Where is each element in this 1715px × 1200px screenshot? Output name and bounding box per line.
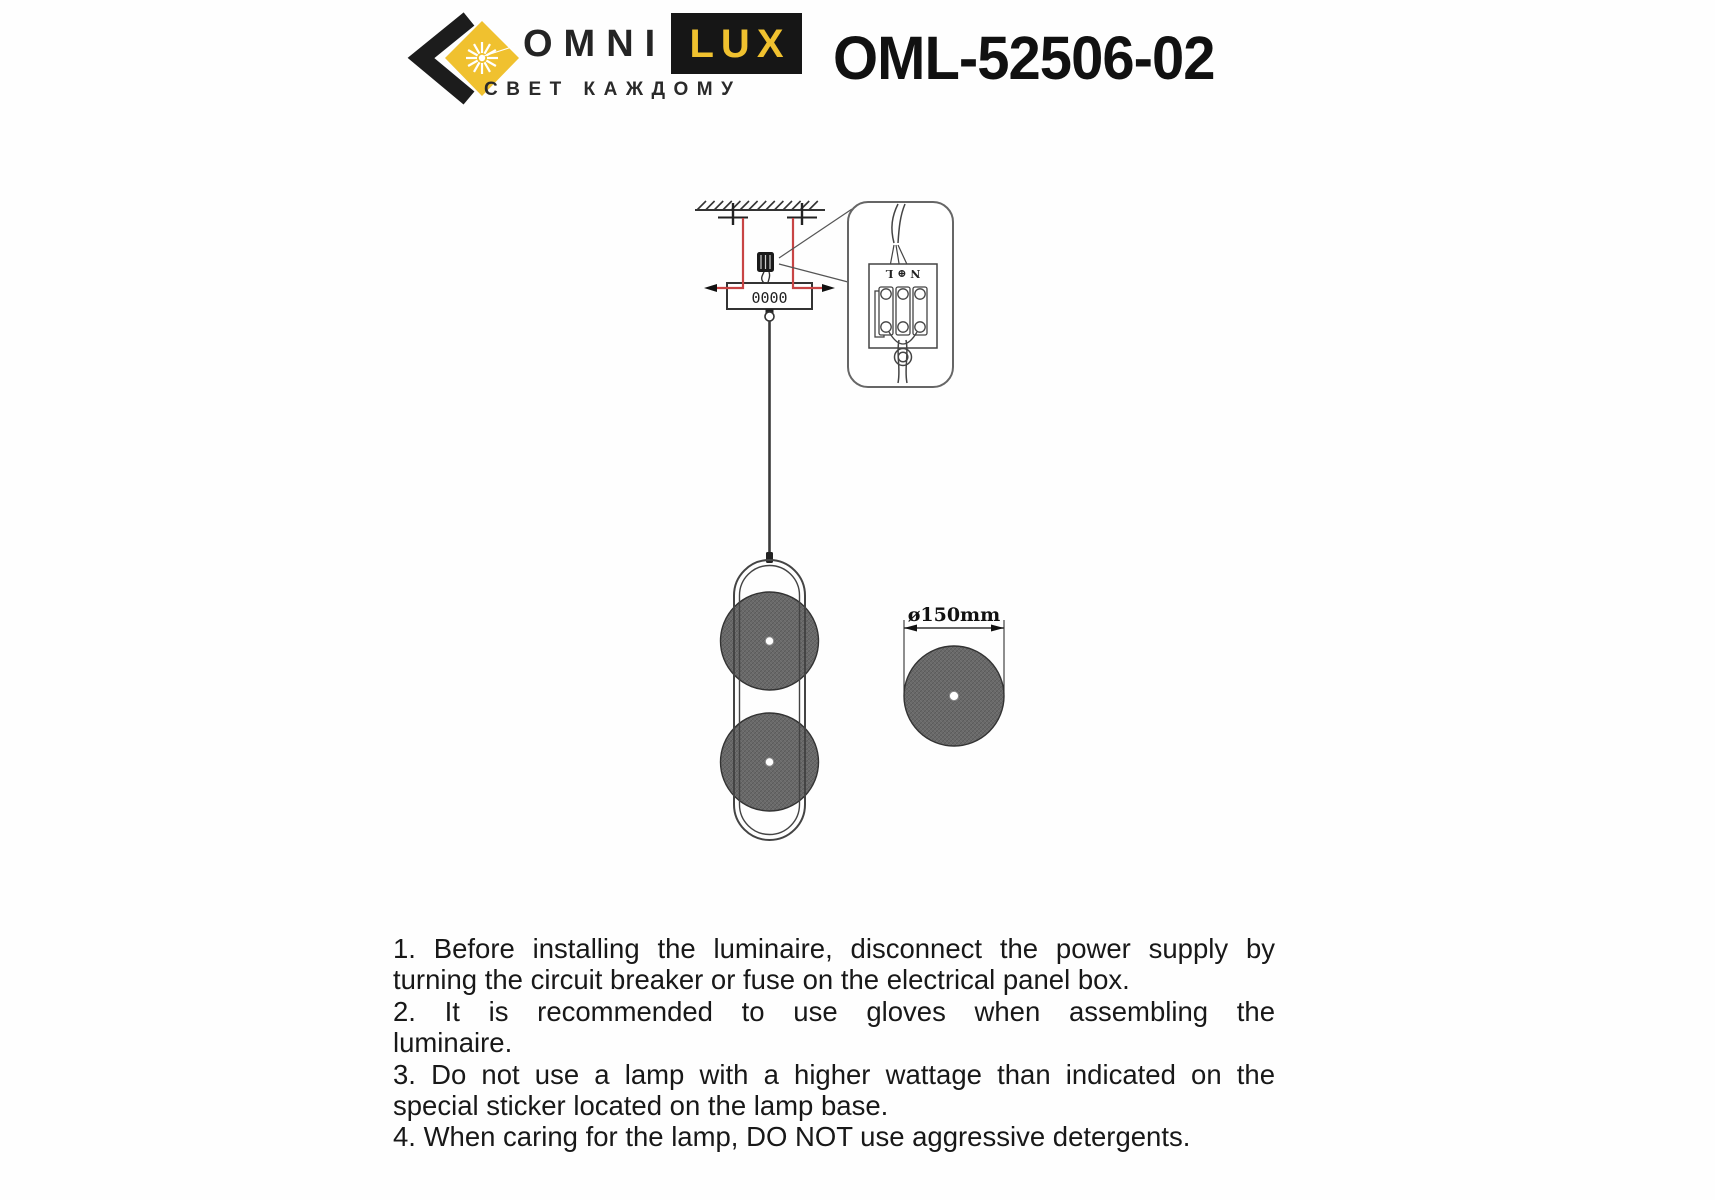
instruction-line: luminaire.	[393, 1027, 513, 1059]
ceiling-hatching	[697, 201, 818, 210]
arrow-left-icon	[704, 284, 717, 292]
brand-tagline: СВЕТ КАЖДОМУ	[484, 79, 742, 100]
dimension-label: ø150mm	[907, 604, 1001, 626]
mounting-screws	[718, 203, 817, 225]
terminal-connector	[875, 287, 927, 337]
canopy-label: 0000	[751, 289, 788, 307]
model-number: OML-52506-02	[833, 24, 1215, 92]
brand-name-lux: LUX	[689, 21, 791, 66]
lampshade-disc-top	[721, 592, 819, 690]
instruction-line: special sticker located on the lamp base.	[393, 1090, 889, 1122]
terminal-label: N ⊕ L	[885, 267, 921, 280]
terminal-block	[757, 252, 774, 283]
callout-pointer-lines	[779, 209, 852, 282]
cord-connector	[766, 552, 773, 563]
wiring-callout	[848, 202, 953, 387]
installation-diagram	[595, 150, 1115, 860]
mounting-bracket-right	[793, 218, 835, 292]
instruction-line: 4. When caring for the lamp, DO NOT use aggressive detergents.	[393, 1121, 1191, 1153]
instruction-line: turning the circuit breaker or fuse on the electrical panel box.	[393, 964, 1130, 996]
lampshade-disc-bottom	[721, 713, 819, 811]
instruction-line: 1. Before installing the luminaire, disconnect the power supply by	[393, 933, 1275, 964]
lux-badge	[671, 13, 802, 74]
arrow-right-icon	[822, 284, 835, 292]
shade-side-view	[904, 646, 1004, 746]
dimension-annotation	[904, 604, 1004, 746]
mounting-bracket-left	[704, 218, 743, 292]
instruction-line: 3. Do not use a lamp with a higher wattage than indicated on the	[393, 1058, 1275, 1090]
instruction-line: 2. It is recommended to use gloves when assembling the	[393, 995, 1275, 1027]
brand-name-omni: OMNI	[523, 23, 667, 65]
instructions	[393, 933, 1275, 1153]
ceiling	[695, 201, 825, 210]
